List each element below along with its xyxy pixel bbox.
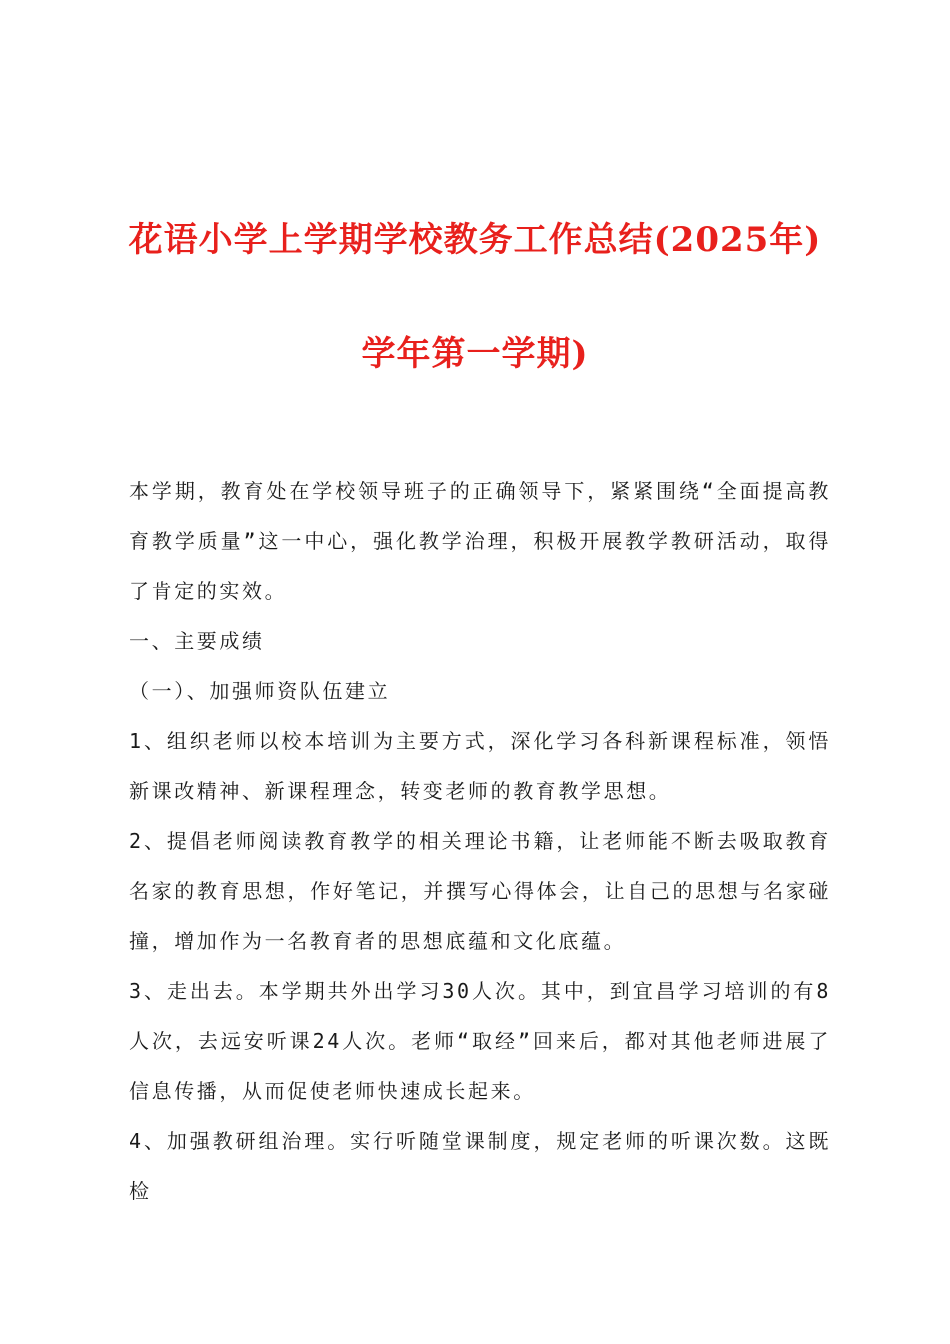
list-item-1: 1、组织老师以校本培训为主要方式，深化学习各科新课程标准，领悟新课改精神、新课程理念，转变老师的教育教学思想。 <box>129 729 831 803</box>
document-title-line-1: 花语小学上学期学校教务工作总结(2025年) <box>128 220 822 260</box>
document-body <box>129 466 831 1216</box>
document-title-line-2: 学年第一学期) <box>361 334 589 374</box>
list-item-3: 3、走出去。本学期共外出学习30人次。其中，到宜昌学习培训的有8人次，去远安听课24人次。老师“取经”回来后，都对其他老师进展了信息传播，从而促使老师快速成长起来。 <box>129 979 831 1103</box>
intro-paragraph: 本学期，教育处在学校领导班子的正确领导下，紧紧围绕“全面提高教育教学质量”这一中心，强化教学治理，积极开展教学教研活动，取得了肯定的实效。 <box>129 479 831 603</box>
list-item-4: 4、加强教研组治理。实行听随堂课制度，规定老师的听课次数。这既检 <box>129 1129 831 1203</box>
list-item-2: 2、提倡老师阅读教育教学的相关理论书籍，让老师能不断去吸取教育名家的教育思想，作好笔记，并撰写心得体会，让自己的思想与名家碰撞，增加作为一名教育者的思想底蕴和文化底蕴。 <box>129 829 831 953</box>
subsection-heading: （一）、加强师资队伍建立 <box>129 679 391 703</box>
section-heading: 一、主要成绩 <box>129 629 265 653</box>
